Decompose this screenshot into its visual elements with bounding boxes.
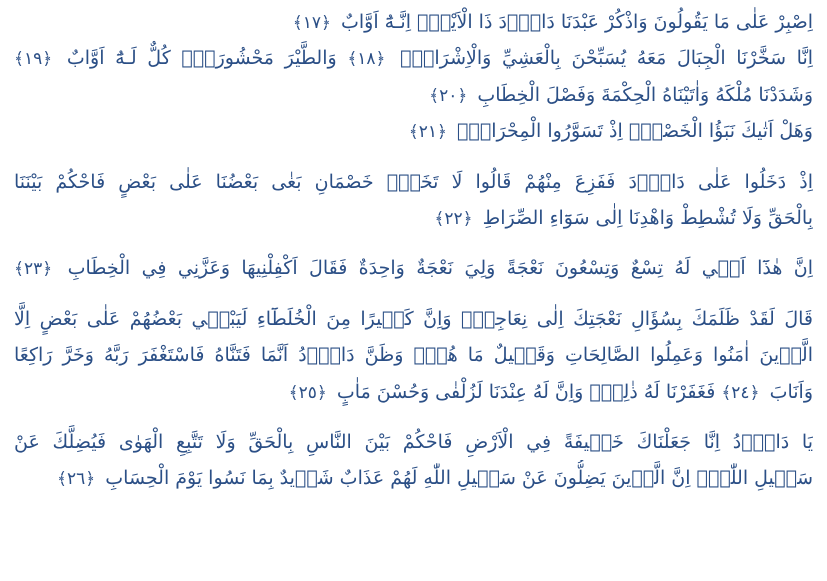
ayah-number: ﴿١٩﴾ <box>14 49 53 70</box>
verse-text: اِنَّا سَخَّرْنَا الْجِبَالَ مَعَهُ يُسَبِّحْنَ بِالْعَشِيِّ وَالْاِشْرَاقِۙ <box>400 47 813 70</box>
verse-text: سَب۪يلِ اللّٰهِۜ اِنَّ الَّذ۪ينَ يَضِلُّونَ عَنْ سَب۪يلِ اللّٰهِ لَهُمْ عَذَابٌ شَد۪يدٌ بِمَا نَسُوا يَوْمَ الْحِسَابِ <box>105 467 813 490</box>
verse-text: بِالْحَقِّ وَلَا تُشْطِطْ وَاهْدِنَا اِلٰى سَوَٓاءِ الصِّرَاطِ <box>482 206 813 229</box>
verse-text: يَا دَاوُ۫دُ اِنَّا جَعَلْنَاكَ خَل۪يفَةً فِي الْاَرْضِ فَاحْكُمْ بَيْنَ النَّاسِ بِالْحَقِّ وَلَا تَتَّبِعِ الْهَوٰى فَيُضِلَّكَ عَنْ <box>14 430 813 453</box>
ayah-number: ﴿٢١﴾ <box>408 122 447 143</box>
verse-text: فَغَفَرْنَا لَهُ ذٰلِكَۜ وَاِنَّ لَهُ عِنْدَنَا لَزُلْفٰى وَحُسْنَ مَاٰبٍ <box>336 380 716 403</box>
verse-text: اِصْبِرْ عَلٰى مَا يَقُولُونَ وَاذْكُرْ عَبْدَنَا دَاوُ۫دَ ذَا الْاَيْدِۚ اِنَّـهُٓ اَوَّابٌ <box>341 11 813 33</box>
verse-line <box>14 200 813 236</box>
verse-line <box>14 77 813 113</box>
ayah-number: ﴿١٨﴾ <box>347 49 386 70</box>
verse-line <box>14 301 813 337</box>
ayah-number: ﴿٢٣﴾ <box>14 259 53 280</box>
ayah-number: ﴿٢٠﴾ <box>429 85 468 106</box>
verse-line <box>14 164 813 200</box>
ayah-number: ﴿١٧﴾ <box>292 13 331 33</box>
verse-text: وَهَلْ اَتٰيكَ نَبَؤُا الْخَصْمِۢ اِذْ تَسَوَّرُوا الْمِحْرَابَۙ <box>457 120 813 143</box>
verse-line <box>14 113 813 149</box>
verse-line <box>14 374 813 410</box>
verse-line <box>14 250 813 286</box>
ayah-number: ﴿٢٤﴾ <box>721 382 760 403</box>
verse-line <box>14 40 813 76</box>
verse-line <box>14 4 813 40</box>
verse-text: وَاَنَابَ <box>769 380 813 403</box>
verse-text: اِنَّ هٰذَٓا اَخ۪ي لَهُ تِسْعٌ وَتِسْعُونَ نَعْجَةً وَلِيَ نَعْجَةٌ وَاحِدَةٌ فَقَالَ اَكْفِلْنِيهَا وَعَزَّنِي فِي الْخِطَابِ <box>67 257 813 280</box>
verse-text: وَالطَّيْرَ مَحْشُورَةًۜ كُلٌّ لَـهُٓ اَوَّابٌ <box>66 47 337 70</box>
spacer <box>14 150 813 164</box>
verse-line <box>14 460 813 496</box>
spacer <box>14 287 813 301</box>
verse-text: قَالَ لَقَدْ ظَلَمَكَ بِسُؤَالِ نَعْجَتِكَ اِلٰى نِعَاجِه۪ۜ وَاِنَّ كَث۪يرًا مِنَ الْخُلَطَٓاءِ لَيَبْغ۪ي بَعْضُهُمْ عَلٰى بَعْضٍ اِلَّا <box>14 307 813 330</box>
ayah-number: ﴿٢٥﴾ <box>288 382 327 403</box>
verse-line <box>14 337 813 373</box>
spacer <box>14 410 813 424</box>
ayah-number: ﴿٢٢﴾ <box>434 208 473 229</box>
spacer <box>14 236 813 250</box>
verse-text: اِذْ دَخَلُوا عَلٰى دَاوُ۫دَ فَفَزِعَ مِنْهُمْ قَالُوا لَا تَخَفْۚ خَصْمَانِ بَغٰى بَعْضُنَا عَلٰى بَعْضٍ فَاحْكُمْ بَيْنَنَا <box>14 170 813 193</box>
ayah-number: ﴿٢٦﴾ <box>57 469 96 490</box>
verse-text: الَّذ۪ينَ اٰمَنُوا وَعَمِلُوا الصَّالِحَاتِ وَقَل۪يلٌ مَا هُمْۜ وَظَنَّ دَاوُ۫دُ اَنَّمَا فَتَنَّاهُ فَاسْتَغْفَرَ رَبَّهُ وَخَرَّ رَاكِعًا <box>14 344 813 367</box>
verse-line <box>14 424 813 460</box>
verse-text: وَشَدَدْنَا مُلْكَهُ وَاٰتَيْنَاهُ الْحِكْمَةَ وَفَصْلَ الْخِطَابِ <box>477 83 813 106</box>
